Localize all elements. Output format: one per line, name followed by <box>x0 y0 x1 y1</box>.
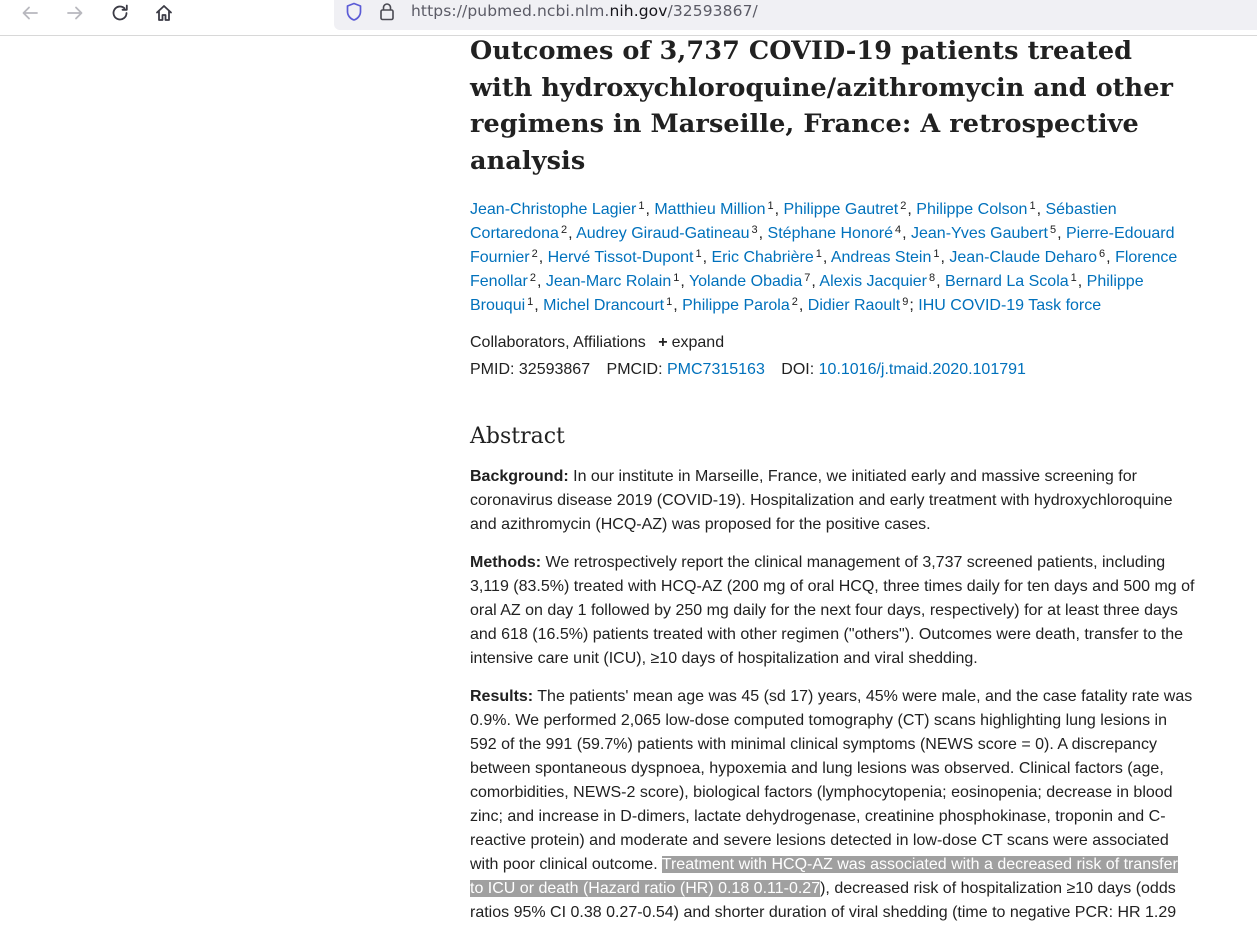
abstract-heading: Abstract <box>470 424 565 449</box>
affiliation-number[interactable]: 2 <box>900 200 907 212</box>
author-separator: , <box>902 225 911 242</box>
browser-toolbar <box>0 0 1257 36</box>
author-separator: , <box>1057 225 1066 242</box>
affiliation-number[interactable]: 4 <box>894 224 902 236</box>
author-separator: , <box>940 249 950 266</box>
collaborators-affiliations-row <box>470 331 1195 355</box>
affiliation-number[interactable]: 2 <box>531 248 538 260</box>
author-link[interactable]: Matthieu Million <box>654 201 766 218</box>
author-link[interactable]: Didier Raoult <box>807 297 901 314</box>
url-host: nih.gov <box>609 2 668 20</box>
results-text-continued: ), decreased risk of hospitalization ≥10 days (odds ratios 95% CI 0.38 0.27-0.54) and shorter duration of viral shedding (time to negative PCR: HR 1.29 <box>470 880 1177 921</box>
author-separator: , <box>538 249 548 266</box>
affiliation-number[interactable]: 1 <box>673 272 680 284</box>
plus-icon: + <box>658 334 668 351</box>
abstract-background <box>470 465 1195 537</box>
affiliation-number[interactable]: 1 <box>933 248 940 260</box>
affiliation-number[interactable]: 1 <box>767 200 774 212</box>
doi-link[interactable]: 10.1016/j.tmaid.2020.101791 <box>818 361 1026 378</box>
affiliation-number[interactable]: 8 <box>929 272 936 284</box>
author-separator: , <box>798 297 808 314</box>
pmcid-label: PMCID: <box>606 361 663 378</box>
author-link[interactable]: Stéphane Honoré <box>767 225 893 242</box>
affiliation-number[interactable]: 1 <box>666 296 673 308</box>
author-link[interactable]: Audrey Giraud-Gatineau <box>576 225 750 242</box>
background-text: In our institute in Marseille, France, we initiated early and massive screening for coronavirus disease 2019 (COVID-19). Hospitalization and early treatment with hydroxychloroquine and azithromycin (HCQ-AZ) was proposed for the positive cases. <box>470 468 1173 533</box>
methods-label: Methods: <box>470 554 542 571</box>
pmcid-link[interactable]: PMC7315163 <box>667 361 765 378</box>
identifiers-row <box>470 358 1195 382</box>
affiliation-number[interactable]: 1 <box>1029 200 1036 212</box>
author-separator: , <box>758 225 768 242</box>
author-separator: , <box>774 201 784 218</box>
author-link[interactable]: Eric Chabrière <box>711 249 814 266</box>
author-separator: ; <box>909 297 919 314</box>
doi-label: DOI: <box>781 361 815 378</box>
author-separator: , <box>680 273 689 290</box>
forward-button[interactable] <box>61 0 89 26</box>
authors-list <box>470 198 1195 318</box>
pmid-value: 32593867 <box>518 361 591 378</box>
tracking-protection-shield-icon[interactable] <box>344 1 364 23</box>
back-button[interactable] <box>16 0 44 26</box>
author-link[interactable]: Jean-Christophe Lagier <box>470 201 637 218</box>
author-link[interactable]: Philippe Gautret <box>783 201 899 218</box>
affiliation-number[interactable]: 2 <box>529 272 536 284</box>
reload-icon <box>110 3 130 23</box>
author-link[interactable]: Andreas Stein <box>830 249 932 266</box>
abstract-results <box>470 685 1195 925</box>
affiliation-number[interactable]: 6 <box>1099 248 1106 260</box>
author-separator: , <box>536 273 546 290</box>
background-label: Background: <box>470 468 569 485</box>
affiliation-number[interactable]: 3 <box>751 224 758 236</box>
affiliation-number[interactable]: 1 <box>1070 272 1077 284</box>
author-link[interactable]: Michel Drancourt <box>543 297 665 314</box>
expand-label: expand <box>671 334 725 351</box>
author-link[interactable]: IHU COVID-19 Task force <box>918 297 1102 314</box>
author-separator: , <box>936 273 946 290</box>
affiliation-number[interactable]: 5 <box>1049 224 1057 236</box>
author-separator: , <box>645 201 655 218</box>
author-link[interactable]: Jean-Claude Deharo <box>949 249 1098 266</box>
affiliation-number[interactable]: 2 <box>791 296 798 308</box>
author-separator: , <box>673 297 683 314</box>
url-prefix: https://pubmed.ncbi.nlm. <box>411 2 610 20</box>
affiliation-number[interactable]: 1 <box>815 248 822 260</box>
affiliation-number[interactable]: 9 <box>902 296 909 308</box>
author-separator: , <box>568 225 577 242</box>
url-text[interactable] <box>411 2 758 20</box>
results-text: The patients' mean age was 45 (sd 17) years, 45% were male, and the case fatality rate was 0.9%. We performed 2,065 low-dose computed tomography (CT) scans highlighting lung lesions in 592 of the 991 (59.7%) patients with minimal clinical symptoms (NEWS score = 0). A discrepancy between spontaneous dyspnoea, hypoxemia and lung lesions was observed. Clinical factors (age, comorbidities, NEWS-2 score), biological factors (lymphocytopenia; eosinopenia; decrease in blood zinc; and increase in D-dimers, lactate dehydrogenase, creatinine phosphokinase, troponin and C-reactive protein) and moderate and severe lesions detected in low-dose CT scans were associated with poor clinical outcome. <box>470 688 1193 873</box>
author-link[interactable]: Pierre-Edouard Fournier <box>470 225 1175 266</box>
author-link[interactable]: Philippe Parola <box>682 297 790 314</box>
author-separator: , <box>702 249 712 266</box>
home-button[interactable] <box>150 0 178 26</box>
affiliation-number[interactable]: 7 <box>804 272 811 284</box>
affiliation-number[interactable]: 2 <box>560 224 568 236</box>
author-link[interactable]: Florence Fenollar <box>470 249 1178 290</box>
author-link[interactable]: Hervé Tissot-Dupont <box>547 249 694 266</box>
author-link[interactable]: Alexis Jacquier <box>819 273 927 290</box>
affiliation-number[interactable]: 1 <box>638 200 645 212</box>
address-bar[interactable] <box>334 0 1257 30</box>
collaborators-affiliations-label: Collaborators, Affiliations <box>470 334 646 351</box>
author-link[interactable]: Jean-Marc Rolain <box>545 273 672 290</box>
author-link[interactable]: Philippe Colson <box>916 201 1028 218</box>
home-icon <box>154 3 174 23</box>
author-separator: , <box>534 297 544 314</box>
author-separator: , <box>1036 201 1046 218</box>
article-title: Outcomes of 3,737 COVID-19 patients treated with hydroxychloroquine/azithromycin and other regimens in Marseille, France: A retrospective analysis <box>470 36 1174 176</box>
url-suffix: /32593867/ <box>667 2 758 20</box>
author-separator: , <box>1106 249 1116 266</box>
author-link[interactable]: Jean-Yves Gaubert <box>911 225 1048 242</box>
lock-icon[interactable] <box>378 1 396 23</box>
author-link[interactable]: Sébastien Cortaredona <box>470 201 1117 242</box>
author-link[interactable]: Bernard La Scola <box>945 273 1069 290</box>
author-link[interactable]: Yolande Obadia <box>688 273 803 290</box>
author-link[interactable]: Philippe Brouqui <box>470 273 1144 314</box>
affiliation-number[interactable]: 1 <box>527 296 534 308</box>
reload-button[interactable] <box>106 0 134 26</box>
arrow-right-icon <box>65 3 85 23</box>
author-separator: , <box>1077 273 1087 290</box>
methods-text: We retrospectively report the clinical management of 3,737 screened patients, including 3,119 (83.5%) treated with HCQ-AZ (200 mg of oral HCQ, three times daily for ten days and 500 mg of oral AZ on day 1 followed by 250 mg daily for the next four days, respectively) for at least three days and 618 (16.5%) patients treated with other regimen ("others"). Outcomes were death, transfer to the intensive care unit (ICU), ≥10 days of hospitalization and viral shedding. <box>470 554 1195 667</box>
expand-button[interactable] <box>658 334 724 351</box>
selected-text-highlight[interactable]: Treatment with HCQ-AZ was associated with a decreased risk of transfer to ICU or death (Hazard ratio (HR) 0.18 0.11-0.27 <box>470 856 1178 897</box>
abstract-methods <box>470 551 1195 671</box>
author-separator: , <box>822 249 831 266</box>
article-content <box>470 33 1195 925</box>
author-separator: , <box>907 201 917 218</box>
results-label: Results: <box>470 688 534 705</box>
pmid-label: PMID: <box>470 361 515 378</box>
author-separator: , <box>811 273 820 290</box>
affiliation-number[interactable]: 1 <box>695 248 702 260</box>
arrow-left-icon <box>20 3 40 23</box>
